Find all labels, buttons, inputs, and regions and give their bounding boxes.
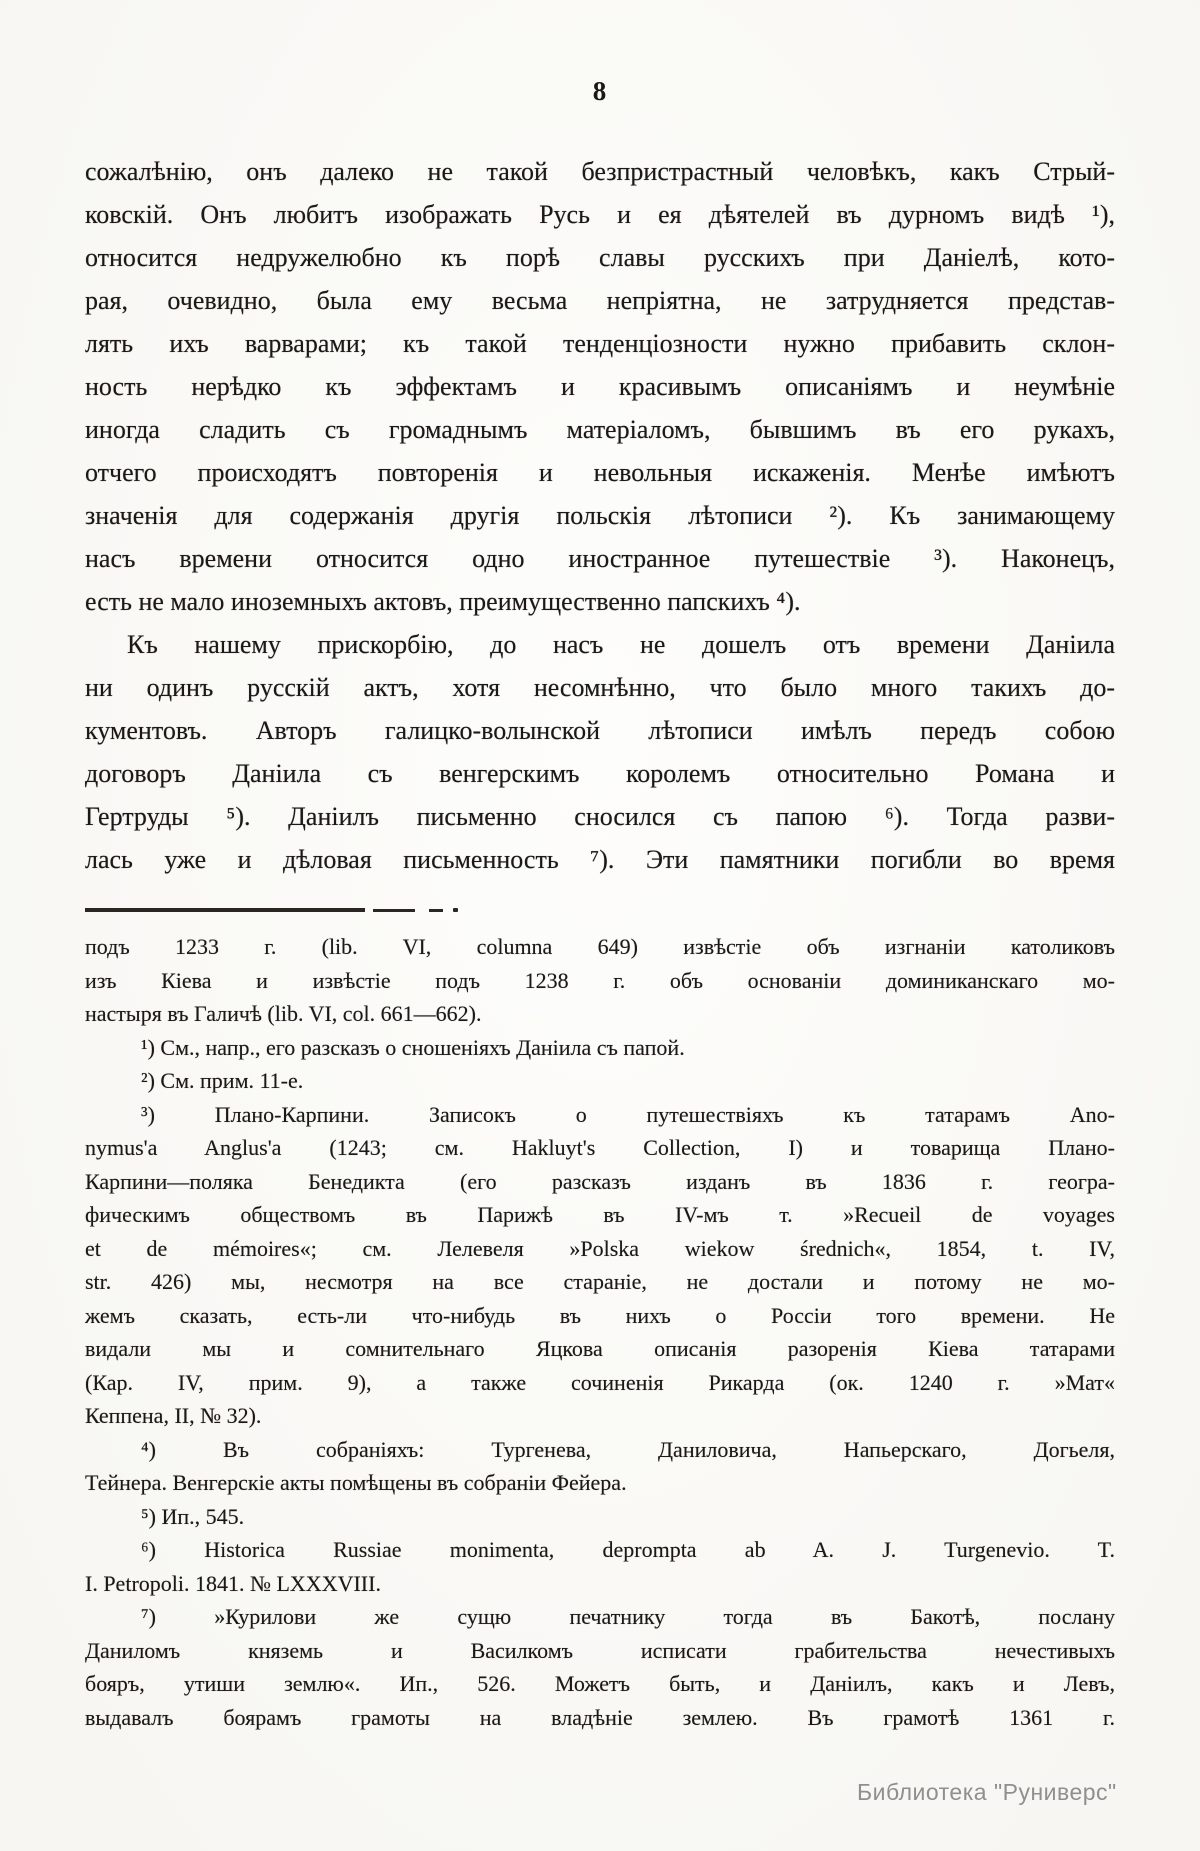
text-line: ни одинъ русскій актъ, хотя несомнѣнно, что было много такихъ до- — [85, 673, 1115, 702]
footnote-line: жемъ сказать, есть-ли что-нибудь въ нихъ о Россіи того времени. Не — [85, 1302, 1115, 1328]
rule-segment — [85, 908, 365, 912]
footnote-line-2: ²) См. прим. 11-е. — [141, 1068, 304, 1093]
text-line: значенія для содержанія другія польскія лѣтописи ²). Къ занимающему — [85, 501, 1115, 530]
text-line-paragraph-start: Къ нашему прискорбію, до насъ не дошелъ отъ времени Даніила — [127, 630, 1115, 659]
footnote-line: изъ Кіева и извѣстіе подъ 1238 г. объ основаніи доминиканскаго мо- — [85, 967, 1115, 993]
text-line: лять ихъ варварами; къ такой тенденціозности нужно прибавить склон- — [85, 329, 1115, 358]
text-line: есть не мало иноземныхъ актовъ, преимущественно папскихъ ⁴). — [85, 587, 801, 616]
main-text-block — [85, 150, 1115, 881]
rule-segment — [429, 909, 443, 912]
footnote-line: Тейнера. Венгерскіе акты помѣщены въ собраніи Фейера. — [85, 1470, 627, 1495]
footnote-line: Карпини—поляка Бенедикта (его разсказъ изданъ въ 1836 г. геогра- — [85, 1168, 1115, 1194]
text-line: рая, очевидно, была ему весьма непріятна, не затрудняется представ- — [85, 286, 1115, 315]
footnote-line-7: ⁷) »Курилови же сущю печатнику тогда въ Бакотѣ, послану — [141, 1604, 1115, 1629]
rule-dot — [453, 908, 458, 912]
text-line: сожалѣнію, онъ далеко не такой безпристрастный человѣкъ, какъ Стрый- — [85, 157, 1115, 186]
text-line: относится недружелюбно къ порѣ славы русскихъ при Даніелѣ, кото- — [85, 243, 1115, 272]
footnote-line: подъ 1233 г. (lib. VI, columna 649) извѣстіе объ изгнаніи католиковъ — [85, 934, 1115, 959]
text-line: отчего происходятъ повторенія и невольныя искаженія. Менѣе имѣютъ — [85, 458, 1115, 487]
footnote-line: бояръ, утиши землю«. Ип., 526. Можетъ быть, и Даніилъ, какъ и Левъ, — [85, 1671, 1115, 1696]
footnote-line: фическимъ обществомъ въ Парижѣ въ IV-мъ т. »Recueil de voyages — [85, 1202, 1115, 1227]
text-line: кументовъ. Авторъ галицко-волынской лѣтописи имѣлъ передъ собою — [85, 716, 1115, 745]
footnote-line-6: ⁶) Historica Russiae monimenta, deprompta ab A. J. Turgenevio. T. — [141, 1537, 1115, 1562]
text-line: ность нерѣдко къ эффектамъ и красивымъ описаніямъ и неумѣніе — [85, 372, 1115, 401]
library-watermark: Библиотека "Руниверс" — [857, 1779, 1117, 1805]
text-line: договоръ Даніила съ венгерскимъ королемъ относительно Романа и — [85, 759, 1115, 788]
footnote-line: видали мы и сомнительнаго Яцкова описанія разоренія Кіева татарами — [85, 1336, 1115, 1361]
footnote-line: I. Petropoli. 1841. № LXXXVIII. — [85, 1570, 381, 1596]
footnotes-block — [85, 930, 1115, 1734]
text-line: иногда сладить съ громаднымъ матеріаломъ, бывшимъ въ его рукахъ, — [85, 415, 1115, 444]
footnote-line: nymus'a Anglus'a (1243; см. Hakluyt's Collection, I) и товарища Плано- — [85, 1135, 1115, 1160]
rule-segment — [373, 909, 415, 912]
footnote-line: (Кар. IV, прим. 9), а также сочиненія Рикарда (ок. 1240 г. »Мат« — [85, 1369, 1115, 1395]
text-line: ковскій. Онъ любитъ изображать Русь и ея дѣятелей въ дурномъ видѣ ¹), — [85, 200, 1115, 229]
footnote-line-4: ⁴) Въ собраніяхъ: Тургенева, Даниловича, Напьерскаго, Догьеля, — [141, 1436, 1115, 1462]
footnote-line: Кеппена, II, № 32). — [85, 1403, 262, 1428]
footnote-line: str. 426) мы, несмотря на все стараніе, не достали и потому не мо- — [85, 1269, 1115, 1294]
footnote-line-5: ⁵) Ип., 545. — [141, 1503, 245, 1529]
footnote-line-3: ³) Плано-Карпини. Записокъ о путешествіяхъ къ татарамъ Ano- — [141, 1101, 1115, 1127]
text-line: Гертруды ⁵). Даніилъ письменно сносился съ папою ⁶). Тогда разви- — [85, 802, 1115, 831]
footnote-line: выдавалъ боярамъ грамоты на владѣніе землею. Въ грамотѣ 1361 г. — [85, 1704, 1115, 1730]
footnote-line-1: ¹) См., напр., его разсказъ о сношеніяхъ Даніила съ папой. — [141, 1034, 685, 1060]
text-line: лась уже и дѣловая письменность ⁷). Эти памятники погибли во время — [85, 845, 1115, 874]
footnote-line: et de mémoires«; см. Лелевеля »Polska wiekow średnich«, 1854, t. IV, — [85, 1235, 1115, 1261]
footnote-line: Даниломъ княземь и Василкомъ исписати грабительства нечестивыхъ — [85, 1637, 1115, 1663]
page-number: 8 — [592, 76, 608, 106]
text-line: насъ времени относится одно иностранное путешествіе ³). Наконецъ, — [85, 544, 1115, 573]
footnote-separator-rule — [85, 908, 458, 912]
footnote-line: настыря въ Галичѣ (lib. VI, col. 661—662). — [85, 1001, 482, 1026]
